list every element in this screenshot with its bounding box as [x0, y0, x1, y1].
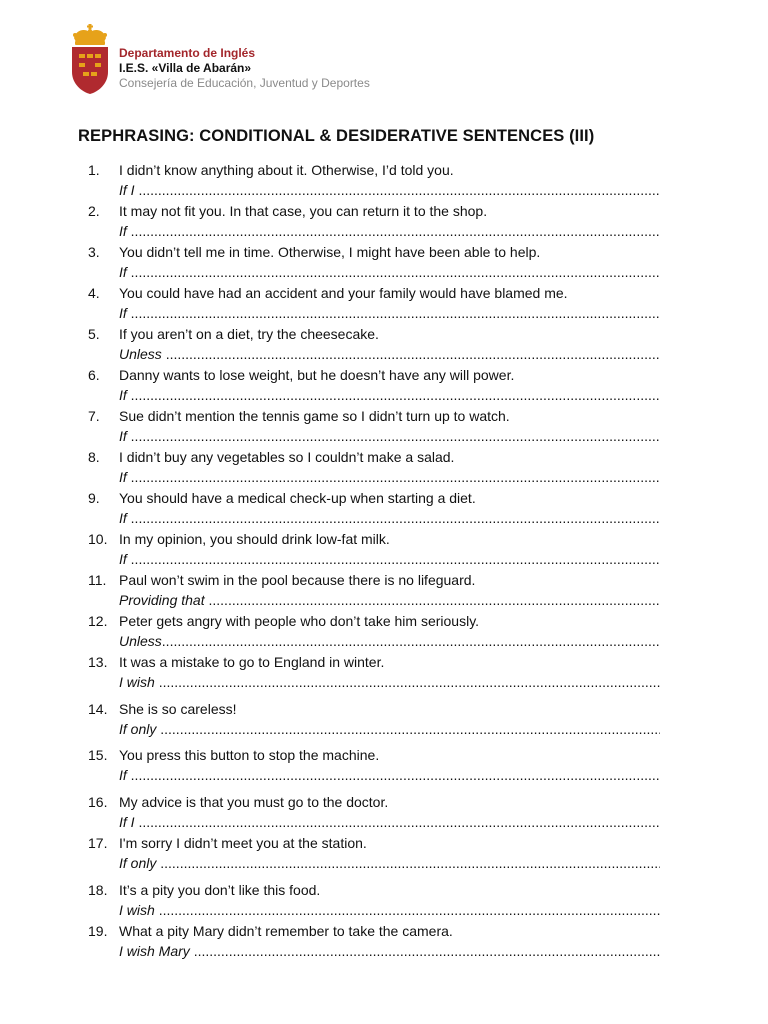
exercise-number: 9. — [88, 490, 100, 506]
exercise-number: 14. — [88, 701, 108, 717]
answer-line — [119, 508, 660, 529]
exercise-number: 2. — [88, 203, 100, 219]
exercise-number: 8. — [88, 449, 100, 465]
answer-line — [119, 180, 660, 201]
page-header — [68, 24, 370, 96]
answer-line — [119, 385, 660, 406]
exercise-sentence: I'm sorry I didn’t meet you at the station. — [119, 835, 367, 851]
exercise-sentence: It was a mistake to go to England in winter. — [119, 654, 385, 670]
answer-starter: If — [119, 264, 131, 280]
answer-starter: If — [119, 305, 131, 321]
exercise-item — [88, 324, 660, 365]
exercise-number: 10. — [88, 531, 108, 547]
answer-dotted-line — [209, 590, 661, 611]
answer-dotted-line — [131, 549, 660, 570]
exercise-number: 1. — [88, 162, 100, 178]
exercise-item — [88, 201, 660, 242]
exercise-sentence: I didn’t know anything about it. Otherwise, I’d told you. — [119, 162, 454, 178]
exercise-sentence: My advice is that you must go to the doctor. — [119, 794, 389, 810]
answer-starter: If — [119, 551, 131, 567]
exercise-sentence: She is so careless! — [119, 701, 237, 717]
exercise-item — [88, 652, 660, 693]
exercise-number: 16. — [88, 794, 108, 810]
answer-starter: If I — [119, 182, 139, 198]
exercise-number: 6. — [88, 367, 100, 383]
answer-line — [119, 344, 660, 365]
answer-line — [119, 262, 660, 283]
answer-line — [119, 467, 660, 488]
answer-dotted-line — [160, 719, 660, 740]
answer-starter: If — [119, 469, 131, 485]
answer-dotted-line — [194, 941, 660, 962]
exercise-number: 5. — [88, 326, 100, 342]
exercise-item — [88, 488, 660, 529]
exercise-item — [88, 699, 660, 740]
answer-line — [119, 812, 660, 833]
exercise-sentence: What a pity Mary didn’t remember to take the camera. — [119, 923, 453, 939]
page-title: REPHRASING: CONDITIONAL & DESIDERATIVE SENTENCES (III) — [78, 127, 595, 145]
exercise-sentence: You should have a medical check-up when starting a diet. — [119, 490, 476, 506]
answer-line — [119, 672, 660, 693]
exercise-item — [88, 745, 660, 786]
exercise-sentence: I didn’t buy any vegetables so I couldn’t make a salad. — [119, 449, 455, 465]
answer-line — [119, 590, 660, 611]
exercise-item — [88, 242, 660, 283]
exercise-sentence: If you aren’t on a diet, try the cheesecake. — [119, 326, 379, 342]
exercise-number: 18. — [88, 882, 108, 898]
exercise-number: 11. — [88, 572, 107, 588]
answer-dotted-line — [159, 672, 660, 693]
exercise-item — [88, 406, 660, 447]
exercise-item — [88, 365, 660, 406]
answer-starter: Unless — [119, 346, 166, 362]
answer-dotted-line — [131, 385, 660, 406]
exercise-item — [88, 283, 660, 324]
exercise-number: 4. — [88, 285, 100, 301]
answer-dotted-line — [159, 900, 660, 921]
exercise-item — [88, 570, 660, 611]
exercise-sentence: You press this button to stop the machine. — [119, 747, 380, 763]
answer-starter: I wish Mary — [119, 943, 194, 959]
answer-dotted-line — [162, 631, 660, 652]
answer-starter: Providing that — [119, 592, 209, 608]
exercise-number: 17. — [88, 835, 108, 851]
region-crest-icon — [68, 24, 112, 96]
answer-dotted-line — [131, 426, 660, 447]
answer-line — [119, 426, 660, 447]
exercise-number: 7. — [88, 408, 100, 424]
exercise-item — [88, 880, 660, 921]
exercise-sentence: Paul won’t swim in the pool because there is no lifeguard. — [119, 572, 476, 588]
answer-dotted-line — [138, 812, 660, 833]
answer-dotted-line — [138, 180, 660, 201]
exercise-number: 19. — [88, 923, 108, 939]
answer-line — [119, 631, 660, 652]
exercise-item — [88, 447, 660, 488]
exercise-sentence: You could have had an accident and your family would have blamed me. — [119, 285, 568, 301]
exercise-item — [88, 792, 660, 833]
school-name: I.E.S. «Villa de Abarán» — [119, 61, 252, 75]
exercise-sentence: Danny wants to lose weight, but he doesn’t have any will power. — [119, 367, 515, 383]
exercise-item — [88, 611, 660, 652]
answer-dotted-line — [131, 221, 660, 242]
exercise-number: 12. — [88, 613, 108, 629]
answer-starter: If — [119, 387, 131, 403]
answer-dotted-line — [131, 262, 660, 283]
exercise-item — [88, 160, 660, 201]
answer-line — [119, 719, 660, 740]
answer-starter: If only — [119, 855, 161, 871]
answer-dotted-line — [160, 853, 660, 874]
answer-dotted-line — [131, 765, 660, 786]
header-text — [119, 46, 370, 91]
answer-dotted-line — [131, 508, 660, 529]
answer-starter: I wish — [119, 674, 159, 690]
answer-starter: If — [119, 428, 131, 444]
answer-starter: I wish — [119, 902, 159, 918]
answer-starter: If only — [119, 721, 161, 737]
exercise-list — [88, 160, 660, 962]
answer-line — [119, 765, 660, 786]
exercise-item — [88, 833, 660, 874]
answer-dotted-line — [166, 344, 660, 365]
exercise-item — [88, 921, 660, 962]
answer-starter: If — [119, 223, 131, 239]
answer-line — [119, 853, 660, 874]
answer-line — [119, 221, 660, 242]
exercise-number: 3. — [88, 244, 100, 260]
answer-line — [119, 941, 660, 962]
exercise-sentence: In my opinion, you should drink low-fat milk. — [119, 531, 390, 547]
exercise-sentence: It may not fit you. In that case, you can return it to the shop. — [119, 203, 488, 219]
answer-starter: If I — [119, 814, 139, 830]
answer-line — [119, 549, 660, 570]
answer-starter: If — [119, 510, 131, 526]
answer-starter: Unless — [119, 633, 162, 649]
answer-dotted-line — [131, 303, 660, 324]
exercise-number: 13. — [88, 654, 108, 670]
exercise-sentence: You didn’t tell me in time. Otherwise, I might have been able to help. — [119, 244, 541, 260]
exercise-number: 15. — [88, 747, 108, 763]
council-name: Consejería de Educación, Juventud y Deportes — [119, 76, 370, 90]
answer-starter: If — [119, 767, 131, 783]
answer-line — [119, 303, 660, 324]
exercise-item — [88, 529, 660, 570]
exercise-sentence: Sue didn’t mention the tennis game so I didn’t turn up to watch. — [119, 408, 510, 424]
answer-line — [119, 900, 660, 921]
exercise-sentence: It’s a pity you don’t like this food. — [119, 882, 321, 898]
answer-dotted-line — [131, 467, 660, 488]
department-name: Departamento de Inglés — [119, 46, 256, 60]
exercise-sentence: Peter gets angry with people who don’t take him seriously. — [119, 613, 480, 629]
